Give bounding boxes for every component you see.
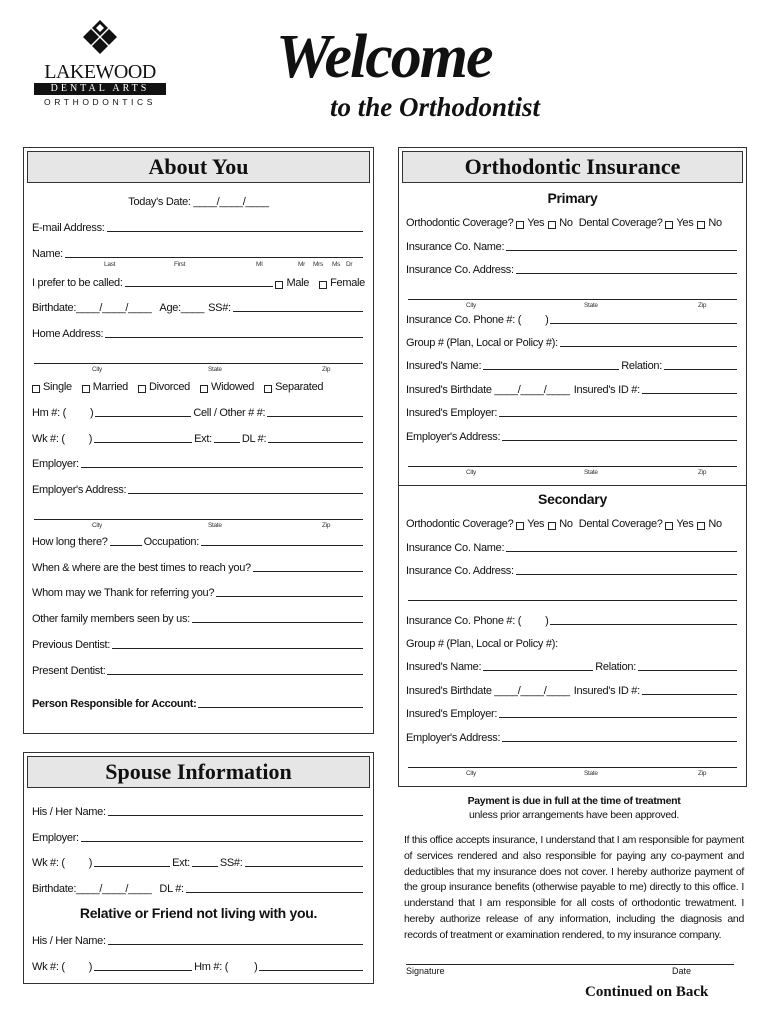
payment-title: Payment is due in full at the time of treatment [467, 795, 681, 807]
secondary-dental-no-checkbox[interactable] [697, 522, 705, 530]
payment-subtitle: unless prior arrangements have been approved. [468, 809, 680, 821]
secondary-address-line2[interactable] [398, 581, 747, 607]
best-times-field[interactable]: When & where are the best times to reach you? [24, 552, 373, 578]
secondary-company-address-field[interactable]: Insurance Co. Address: [398, 558, 747, 581]
caption-mr: Mr [298, 260, 305, 268]
secondary-insurance [398, 489, 747, 777]
home-address-field[interactable]: Home Address: [24, 318, 373, 344]
relative-name-field[interactable]: His / Her Name: [24, 925, 373, 951]
primary-insured-employer-field[interactable]: Insured's Employer: [398, 400, 747, 423]
caption-zip: Zip [322, 366, 331, 374]
secondary-phone-field[interactable]: Insurance Co. Phone #: ( ) [398, 607, 747, 630]
page-subtitle: to the Orthodontist [330, 92, 541, 122]
caption-mi: MI [256, 260, 263, 268]
spouse-work-row[interactable]: Wk #: ( ) Ext: SS#: [24, 848, 373, 874]
payment-terms [404, 795, 744, 944]
primary-phone-field[interactable]: Insurance Co. Phone #: ( ) [398, 306, 747, 329]
primary-dental-yes-checkbox[interactable] [665, 221, 673, 229]
date-label: Date [672, 966, 692, 976]
present-dentist-field[interactable]: Present Dentist: [24, 655, 373, 681]
todays-date-field[interactable]: Today's Date: ____/____/____ [128, 196, 269, 208]
responsible-party-field[interactable]: Person Responsible for Account: [24, 681, 373, 714]
primary-employer-address-line2[interactable]: City State Zip [398, 447, 747, 473]
male-label: Male [286, 276, 310, 289]
single-checkbox[interactable] [32, 385, 40, 393]
insurance-divider [398, 485, 747, 486]
spouse-section [23, 752, 374, 984]
secondary-insured-name-row[interactable]: Insured's Name: Relation: [398, 654, 747, 677]
widowed-checkbox[interactable] [200, 385, 208, 393]
logo-sub: ORTHODONTICS [44, 97, 156, 107]
spouse-name-field[interactable]: His / Her Name: [24, 796, 373, 822]
authorization-text: If this office accepts insurance, I understand that I am responsible for payment of services rendered and also responsible for paying any co-payment and deductibles that my insurance does not cover. I hereby authorize payment of the group insurance benefits (otherwise payable to me) directly to this office. I understand that I am responsible for all costs of orthodontic trewatment. I hereby authorize release of any information, including the diagnosis and records of treatment or examination rendered, to my insurance company. [404, 834, 744, 941]
birthdate-label: Birthdate:____/____/____ [32, 302, 152, 315]
logo [30, 20, 170, 108]
home-phone-row[interactable]: Hm #: ( ) Cell / Other # #: [24, 397, 373, 423]
spouse-title: Spouse Information [27, 756, 370, 788]
primary-insured-birthdate-row[interactable]: Insured's Birthdate ____/____/____ Insured's ID #: [398, 376, 747, 399]
employer-field[interactable]: Employer: [24, 449, 373, 475]
name-field[interactable]: Name: Last First MI Mr Mrs Ms Dr [24, 238, 373, 264]
secondary-insured-employer-field[interactable]: Insured's Employer: [398, 701, 747, 724]
ext-label: Ext: [194, 432, 212, 445]
caption-mrs: Mrs [313, 260, 323, 268]
how-long-row[interactable]: How long there? Occupation: [24, 526, 373, 552]
male-checkbox[interactable] [275, 281, 283, 289]
insurance-title: Orthodontic Insurance [402, 151, 743, 183]
work-phone-row[interactable]: Wk #: ( ) Ext: DL #: [24, 423, 373, 449]
family-members-field[interactable]: Other family members seen by us: [24, 603, 373, 629]
separated-checkbox[interactable] [264, 385, 272, 393]
primary-employer-address-field[interactable]: Employer's Address: [398, 423, 747, 446]
married-checkbox[interactable] [82, 385, 90, 393]
caption-last: Last [104, 260, 116, 268]
secondary-employer-address-field[interactable]: Employer's Address: [398, 724, 747, 747]
primary-group-field[interactable]: Group # (Plan, Local or Policy #): [398, 330, 747, 353]
page-title: Welcome [276, 23, 492, 91]
secondary-dental-yes-checkbox[interactable] [665, 522, 673, 530]
relative-heading: Relative or Friend not living with you. [79, 904, 318, 921]
secondary-heading: Secondary [538, 491, 607, 507]
home-address-line2[interactable] [24, 344, 373, 374]
relative-phone-row[interactable]: Wk #: ( ) Hm #: ( ) [24, 951, 373, 977]
primary-insured-name-row[interactable]: Insured's Name: Relation: [398, 353, 747, 376]
logo-bar: DENTAL ARTS [34, 83, 166, 95]
primary-company-address-field[interactable]: Insurance Co. Address: [398, 257, 747, 280]
secondary-employer-address-line2[interactable]: City State Zip [398, 748, 747, 774]
dl-label: DL #: [241, 432, 267, 445]
employer-address-line2[interactable]: City State Zip [24, 500, 373, 526]
secondary-ortho-yes-checkbox[interactable] [516, 522, 524, 530]
caption-city: City [92, 366, 102, 374]
continued-on-back: Continued on Back [585, 984, 709, 1000]
signature-label: Signature [406, 966, 445, 976]
female-checkbox[interactable] [319, 281, 327, 289]
about-you-title: About You [27, 151, 370, 183]
spouse-birthdate-row[interactable]: Birthdate:____/____/____ DL #: [24, 873, 373, 899]
secondary-company-name-field[interactable]: Insurance Co. Name: [398, 534, 747, 557]
secondary-ortho-no-checkbox[interactable] [548, 522, 556, 530]
diamond-logo-icon [80, 20, 120, 56]
caption-ms: Ms [332, 260, 341, 268]
secondary-coverage-row: Orthodontic Coverage? Yes No Dental Coverage? Yes No [406, 518, 722, 531]
spouse-employer-field[interactable]: Employer: [24, 822, 373, 848]
primary-dental-no-checkbox[interactable] [697, 221, 705, 229]
caption-dr: Dr [346, 260, 353, 268]
caption-first: First [174, 260, 186, 268]
preferred-name-field[interactable]: I prefer to be called: Male Female [32, 276, 365, 289]
birthdate-row[interactable] [24, 293, 373, 319]
primary-ortho-no-checkbox[interactable] [548, 221, 556, 229]
primary-insurance [398, 188, 747, 476]
occupation-label: Occupation: [143, 535, 200, 548]
logo-name: LAKEWOOD [44, 61, 156, 83]
secondary-insured-birthdate-row[interactable]: Insured's Birthdate ____/____/____ Insured's ID #: [398, 677, 747, 700]
primary-company-name-field[interactable]: Insurance Co. Name: [398, 233, 747, 256]
signature-line[interactable] [406, 964, 734, 965]
female-label: Female [330, 276, 365, 289]
divorced-checkbox[interactable] [138, 385, 146, 393]
age-label: Age:____ [159, 302, 205, 315]
primary-ortho-yes-checkbox[interactable] [516, 221, 524, 229]
referral-field[interactable]: Whom may we Thank for referring you? [24, 578, 373, 604]
primary-coverage-row: Orthodontic Coverage? Yes No Dental Coverage? Yes No [406, 217, 722, 230]
caption-state: State [208, 366, 222, 374]
marital-status-row: Single Married Divorced Widowed Separated [24, 370, 373, 397]
primary-heading: Primary [547, 190, 598, 206]
previous-dentist-field[interactable]: Previous Dentist: [24, 629, 373, 655]
cell-label: Cell / Other # #: [193, 406, 266, 419]
primary-address-line2[interactable]: City State Zip [398, 280, 747, 306]
secondary-group-field[interactable]: Group # (Plan, Local or Policy #): [406, 637, 558, 650]
about-you-section [23, 147, 374, 734]
email-field[interactable]: E-mail Address: [24, 212, 373, 238]
ss-label: SS#: [208, 302, 231, 315]
employer-address-field[interactable]: Employer's Address: [24, 474, 373, 500]
